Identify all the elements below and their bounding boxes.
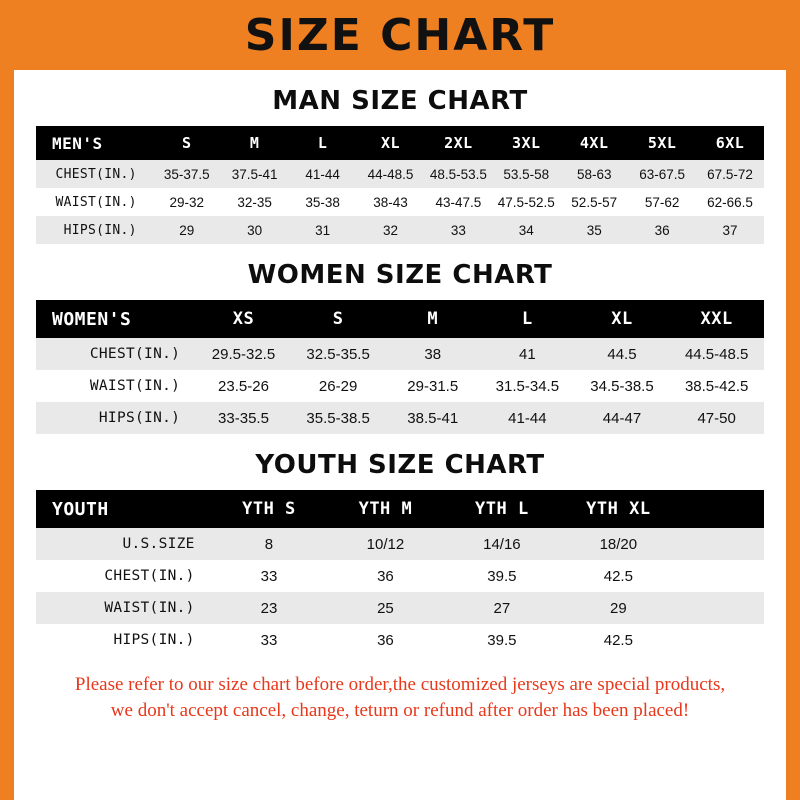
- row-label: CHEST(IN.): [104, 568, 195, 584]
- cell: 44-48.5: [367, 166, 414, 182]
- cell: 57-62: [644, 194, 680, 210]
- cell: 42.5: [603, 631, 633, 649]
- cell: 33: [450, 222, 466, 238]
- row-label: CHEST(IN.): [55, 166, 137, 182]
- cell: 33-35.5: [218, 409, 269, 427]
- footer-note: [36, 672, 764, 723]
- table-row: [36, 338, 764, 370]
- table-row: [36, 160, 764, 188]
- cell: [677, 624, 764, 656]
- men-header-cell: 5XL: [647, 134, 677, 152]
- women-header-row: [36, 300, 764, 338]
- cell: 33: [260, 567, 278, 585]
- row-label: WAIST(IN.): [89, 378, 181, 394]
- men-size-table: [36, 126, 764, 244]
- table-row: [36, 560, 764, 592]
- table-row: [36, 216, 764, 244]
- women-section-title: WOMEN SIZE CHART: [247, 260, 553, 290]
- men-header-cell: XL: [380, 134, 401, 152]
- cell: 32.5-35.5: [306, 345, 370, 363]
- cell: 29: [179, 222, 195, 238]
- cell: 41-44: [508, 409, 547, 427]
- cell: 42.5: [603, 567, 633, 585]
- cell: 10/12: [366, 535, 405, 553]
- row-label: WAIST(IN.): [55, 194, 137, 210]
- content: [14, 86, 786, 723]
- cell: 44.5-48.5: [684, 345, 749, 363]
- men-header-cell: MEN'S: [52, 133, 103, 153]
- cell: 38.5-41: [407, 409, 459, 427]
- table-row: [36, 402, 764, 434]
- cell: 36: [377, 631, 394, 649]
- men-header-cell: M: [249, 134, 260, 152]
- men-header-cell: L: [317, 134, 328, 152]
- men-section-title: MAN SIZE CHART: [272, 86, 528, 116]
- footer-line-1: Please refer to our size chart before order,the customized jerseys are special products,: [74, 674, 726, 695]
- men-header-row: [36, 126, 764, 160]
- cell: 32: [382, 222, 398, 238]
- cell: 58-63: [576, 166, 612, 182]
- women-size-table: [36, 300, 764, 434]
- cell: 48.5-53.5: [429, 166, 487, 182]
- cell: 23: [260, 599, 278, 617]
- men-header-cell: 4XL: [579, 134, 609, 152]
- cell: 37.5-41: [231, 166, 278, 182]
- cell: [677, 560, 764, 592]
- cell: 41: [519, 345, 536, 363]
- women-header-cell: XL: [611, 309, 633, 329]
- cell: 27: [493, 599, 511, 617]
- cell: 35-38: [305, 194, 340, 210]
- men-header-cell: 3XL: [512, 134, 541, 152]
- men-header-cell: 6XL: [715, 134, 745, 152]
- youth-header-cell: [677, 490, 764, 528]
- cell: 30: [247, 222, 263, 238]
- youth-header-cell: YTH S: [242, 499, 296, 519]
- cell: 29.5-32.5: [211, 345, 276, 363]
- cell: 29-32: [169, 194, 205, 210]
- table-row: [36, 370, 764, 402]
- cell: 62-66.5: [707, 194, 753, 210]
- cell: [677, 528, 764, 560]
- youth-header-cell: YTH L: [475, 499, 529, 519]
- cell: 35.5-38.5: [306, 409, 370, 427]
- youth-header-cell: YTH XL: [586, 499, 651, 519]
- cell: 38: [424, 345, 442, 363]
- youth-section-title: YOUTH SIZE CHART: [255, 450, 545, 480]
- cell: 32-35: [237, 194, 272, 210]
- cell: 38-43: [373, 194, 408, 210]
- youth-header-row: [36, 490, 764, 528]
- youth-header-cell: YOUTH: [52, 498, 109, 520]
- cell: 14/16: [483, 535, 521, 553]
- cell: 37: [722, 222, 738, 238]
- footer-line-2: we don't accept cancel, change, teturn or refund after order has been placed!: [110, 699, 690, 721]
- banner: [14, 0, 786, 70]
- cell: 25: [377, 599, 394, 617]
- table-row: [36, 624, 764, 656]
- youth-size-table: [36, 490, 764, 656]
- women-header-cell: XS: [232, 309, 255, 329]
- cell: 36: [377, 567, 394, 585]
- table-row: [36, 592, 764, 624]
- cell: 34.5-38.5: [590, 377, 654, 395]
- cell: 67.5-72: [707, 166, 753, 182]
- row-label: HIPS(IN.): [63, 222, 137, 238]
- cell: 38.5-42.5: [684, 377, 749, 395]
- cell: 29-31.5: [407, 377, 459, 395]
- cell: 47-50: [697, 409, 736, 427]
- page-title: SIZE CHART: [244, 9, 556, 61]
- cell: 26-29: [318, 377, 358, 395]
- cell: 41-44: [305, 166, 340, 182]
- cell: 44-47: [602, 409, 642, 427]
- cell: 36: [654, 222, 670, 238]
- row-label: U.S.SIZE: [122, 536, 195, 552]
- cell: 39.5: [487, 631, 517, 649]
- row-label: CHEST(IN.): [89, 346, 181, 362]
- cell: 33: [260, 631, 278, 649]
- cell: 35-37.5: [163, 166, 210, 182]
- table-row: [36, 188, 764, 216]
- women-header-cell: XXL: [700, 309, 733, 329]
- cell: 31: [315, 222, 331, 238]
- cell: 53.5-58: [503, 166, 550, 182]
- cell: 35: [586, 222, 602, 238]
- men-header-cell: 2XL: [444, 134, 473, 152]
- youth-header-cell: YTH M: [358, 499, 413, 519]
- row-label: HIPS(IN.): [98, 410, 181, 426]
- row-label: HIPS(IN.): [113, 632, 195, 648]
- cell: 47.5-52.5: [497, 194, 555, 210]
- cell: 39.5: [487, 567, 517, 585]
- cell: 43-47.5: [435, 194, 482, 210]
- women-header-cell: S: [332, 309, 344, 329]
- cell: [677, 592, 764, 624]
- cell: 18/20: [599, 535, 638, 553]
- cell: 8: [264, 535, 274, 553]
- women-header-cell: M: [427, 309, 439, 329]
- cell: 34: [518, 222, 534, 238]
- men-header-cell: S: [182, 134, 192, 152]
- cell: 44.5: [607, 345, 637, 363]
- cell: 29: [610, 599, 627, 617]
- cell: 63-67.5: [639, 166, 685, 182]
- table-row: [36, 528, 764, 560]
- cell: 23.5-26: [218, 377, 269, 395]
- row-label: WAIST(IN.): [104, 600, 195, 616]
- women-header-cell: L: [521, 309, 533, 329]
- cell: 52.5-57: [571, 194, 618, 210]
- cell: 31.5-34.5: [495, 377, 560, 395]
- women-header-cell: WOMEN'S: [52, 308, 132, 330]
